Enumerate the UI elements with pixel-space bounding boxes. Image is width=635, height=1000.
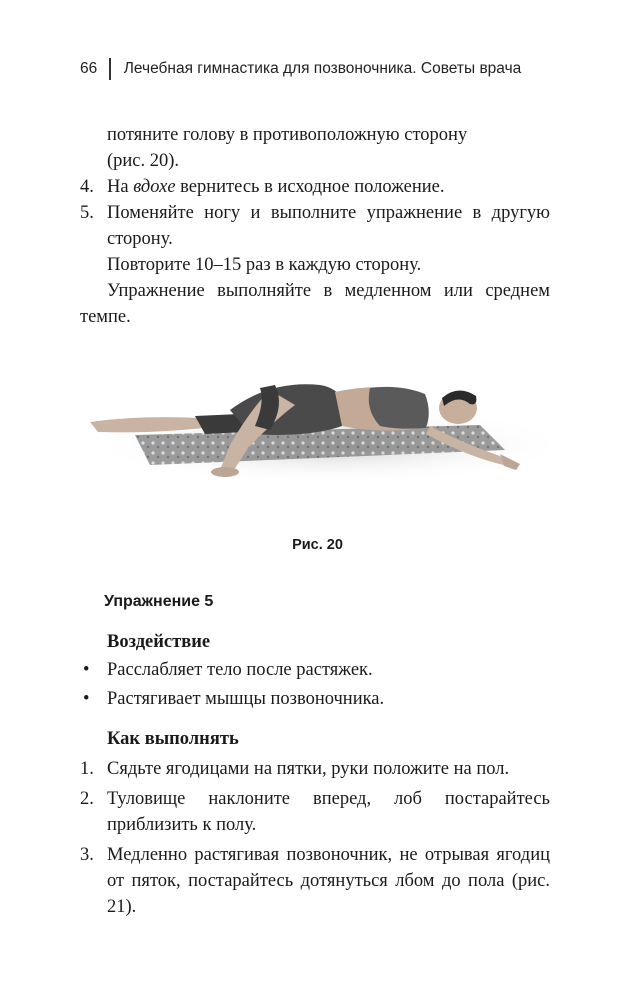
step-number: 1.: [80, 759, 94, 779]
effect-heading: Воздействие: [107, 632, 211, 652]
header-divider: [109, 58, 111, 80]
step-number: 5.: [80, 203, 94, 223]
effect-item: [80, 686, 550, 712]
figure-caption: Рис. 20: [292, 537, 343, 553]
howto-heading: Как выполнять: [107, 729, 239, 749]
top-text: [80, 122, 550, 330]
continued-line-2: (рис. 20).: [107, 151, 180, 171]
top-shirt: [369, 387, 429, 429]
step-text-before: На: [107, 177, 134, 197]
exercise-title: Упражнение 5: [104, 593, 214, 610]
page-number: 66: [80, 60, 98, 77]
exercise-body: [80, 629, 550, 920]
step-text: Сядьте ягодицами на пятки, руки положите на пол.: [107, 759, 510, 779]
repeat-note: Повторите 10–15 раз в каждую сторону.: [107, 255, 422, 275]
exercise-illustration: [80, 330, 550, 520]
step-number: 3.: [80, 845, 94, 865]
effect-text: Расслабляет тело после растяжек.: [107, 660, 373, 680]
book-title: Лечебная гимнастика для позвоночника. Советы врача: [123, 60, 522, 77]
step-number: 2.: [80, 789, 94, 809]
bullet-icon: •: [83, 660, 90, 680]
step-text-italic: вдохе: [133, 177, 176, 197]
continued-line-1: потяните голову в противоположную сторону: [107, 125, 468, 145]
step-text-after: вернитесь в исходное положение.: [175, 177, 445, 197]
step-text: Туловище наклоните вперед, лоб постарайтесь приблизить к полу.: [107, 789, 550, 835]
step-text: Поменяйте ногу и выполните упражнение в другую сторону.: [107, 203, 550, 249]
tempo-note: Упражнение выполняйте в медленном или среднем темпе.: [80, 281, 550, 327]
effect-text: Растягивает мышцы позвоночника.: [107, 689, 385, 709]
howto-step-2: [80, 786, 550, 838]
step-4: [80, 174, 550, 200]
howto-step-1: [80, 756, 550, 782]
foot: [211, 467, 239, 477]
howto-step-3: [80, 842, 550, 920]
step-number: 4.: [80, 177, 94, 197]
bullet-icon: •: [83, 689, 90, 709]
step-text: Медленно растягивая позвоночник, не отрывая ягодиц от пяток, постарайтесь дотянуться лбом до пола (рис. 21).: [107, 845, 550, 917]
step-5: [80, 200, 550, 252]
effect-item: [80, 657, 550, 683]
running-head: [80, 58, 521, 80]
